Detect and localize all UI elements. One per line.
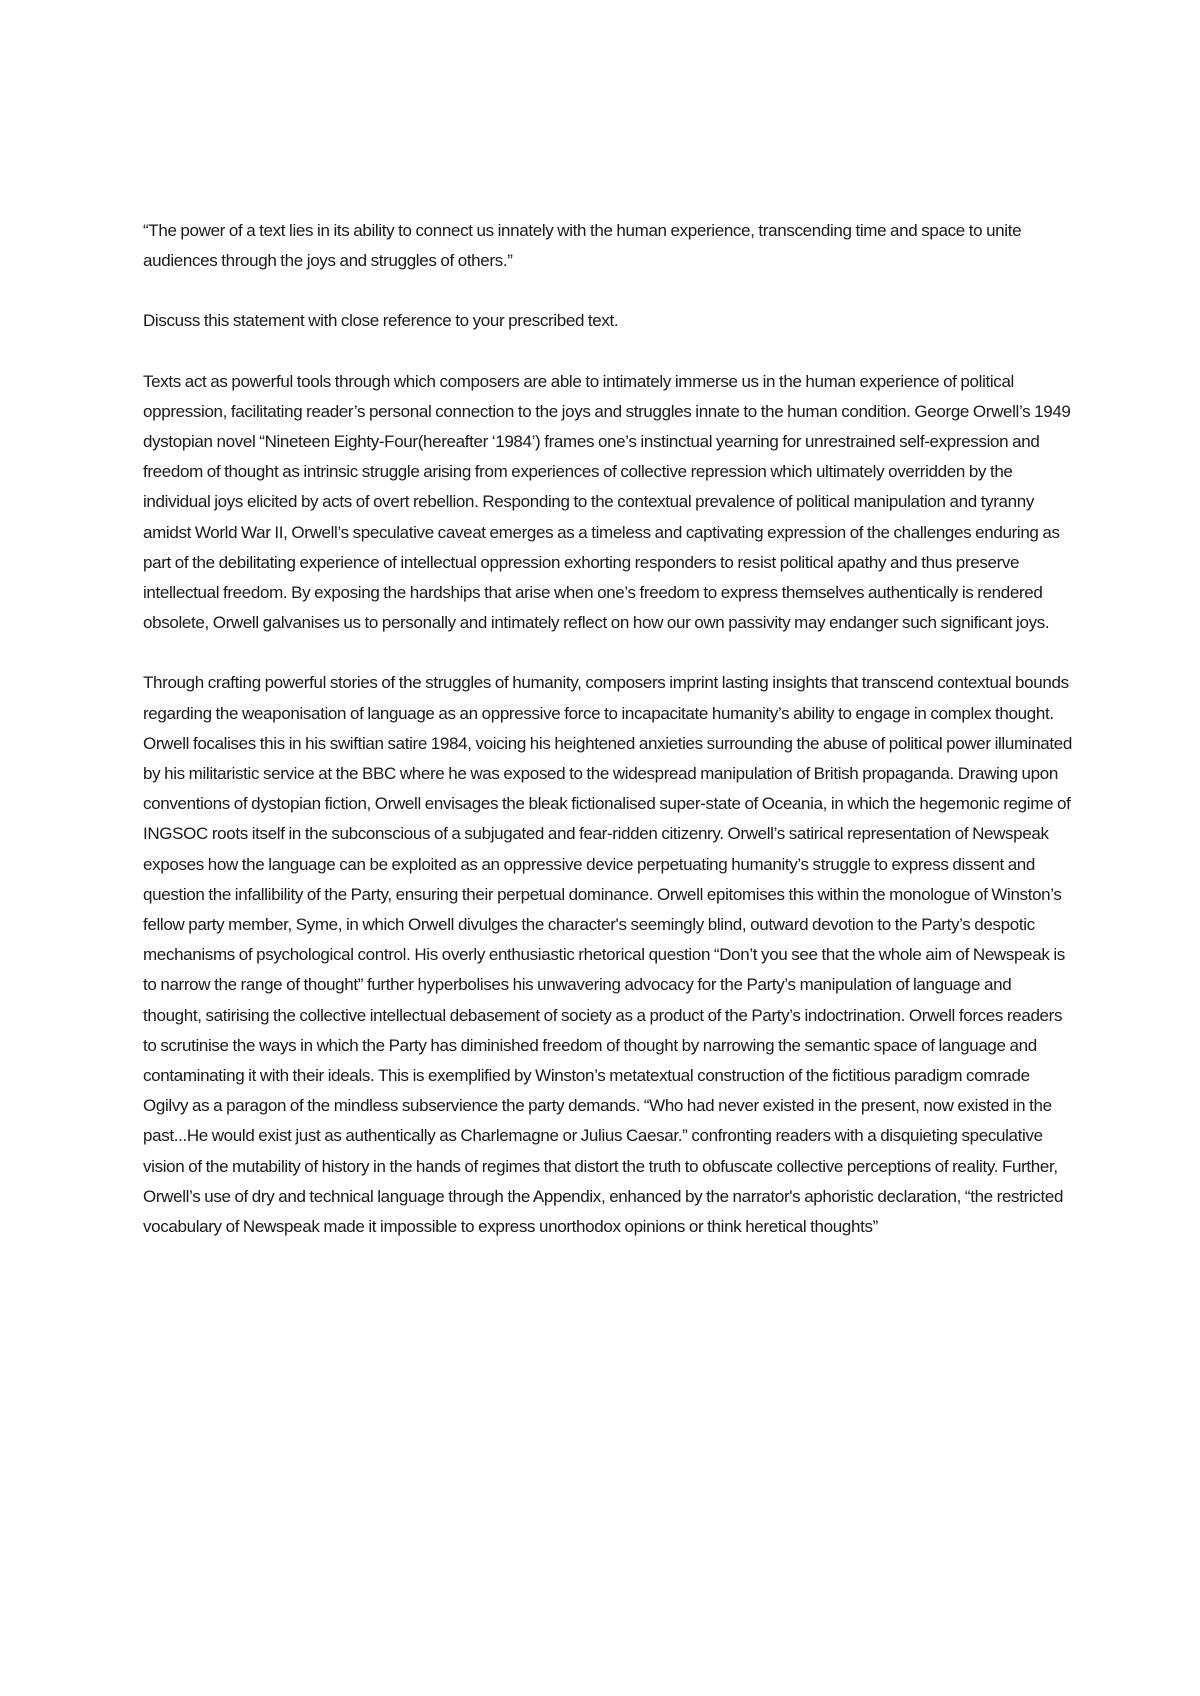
document-page bbox=[143, 216, 1073, 1272]
essay-paragraph-introduction: Texts act as powerful tools through which composers are able to intimately immerse us in the human experience of political oppression, facilitating reader’s personal connection to the joys and struggles innate to the human condition. George Orwell’s 1949 dystopian novel “Nineteen Eighty-Four(hereafter ‘1984’) frames one’s instinctual yearning for unrestrained self-expression and freedom of thought as intrinsic struggle arising from experiences of collective repression which ultimately overridden by the individual joys elicited by acts of overt rebellion. Responding to the contextual prevalence of political manipulation and tyranny amidst World War II, Orwell’s speculative caveat emerges as a timeless and captivating expression of the challenges enduring as part of the debilitating experience of intellectual oppression exhorting responders to resist political apathy and thus preserve intellectual freedom. By exposing the hardships that arise when one’s freedom to express themselves authentically is rendered obsolete, Orwell galvanises us to personally and intimately reflect on how our own passivity may endanger such significant joys. bbox=[143, 371, 1071, 633]
prompt-quote: “The power of a text lies in its ability to connect us innately with the human experience, transcending time and space to unite audiences through the joys and struggles of others.” bbox=[143, 221, 1022, 271]
prompt-instruction: Discuss this statement with close reference to your prescribed text. bbox=[143, 311, 619, 331]
essay-paragraph-body: Through crafting powerful stories of the struggles of humanity, composers imprint lasting insights that transcend contextual bounds regarding the weaponisation of language as an oppressive force to incapacitate humanity’s ability to engage in complex thought. Orwell focalises this in his swiftian satire 1984, voicing his heightened anxieties surrounding the abuse of political power illuminated by his militaristic service at the BBC where he was exposed to the widespread manipulation of British propaganda. Drawing upon conventions of dystopian fiction, Orwell envisages the bleak fictionalised super-state of Oceania, in which the hegemonic regime of INGSOC roots itself in the subconscious of a subjugated and fear-ridden citizenry. Orwell’s satirical representation of Newspeak exposes how the language can be exploited as an oppressive device perpetuating humanity’s struggle to express dissent and question the infallibility of the Party, ensuring their perpetual dominance. Orwell epitomises this within the monologue of Winston’s fellow party member, Syme, in which Orwell divulges the character's seemingly blind, outward devotion to the Party’s despotic mechanisms of psychological control. His overly enthusiastic rhetorical question “Don’t you see that the whole aim of Newspeak is to narrow the range of thought” further hyperbolises his unwavering advocacy for the Party’s manipulation of language and thought, satirising the collective intellectual debasement of society as a product of the Party’s indoctrination. Orwell forces readers to scrutinise the ways in which the Party has diminished freedom of thought by narrowing the semantic space of language and contaminating it with their ideals. This is exemplified by Winston’s metatextual construction of the fictitious paradigm comrade Ogilvy as a paragon of the mindless subservience the party demands. “Who had never existed in the present, now existed in the past...He would exist just as authentically as Charlemagne or Julius Caesar.” confronting readers with a disquieting speculative vision of the mutability of history in the hands of regimes that distort the truth to obfuscate collective perceptions of reality. Further, Orwell’s use of dry and technical language through the Appendix, enhanced by the narrator's aphoristic declaration, “the restricted vocabulary of Newspeak made it impossible to express unorthodox opinions or think heretical thoughts” bbox=[143, 673, 1072, 1237]
